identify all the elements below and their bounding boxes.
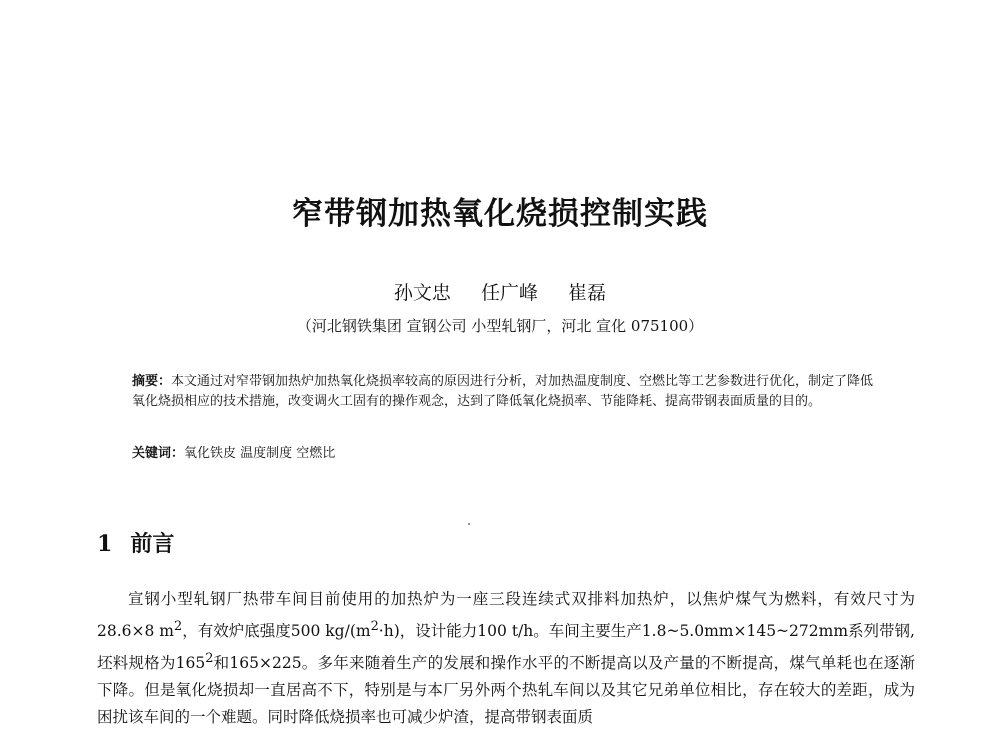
- paper-title: 窄带钢加热氧化烧损控制实践: [292, 196, 708, 232]
- author: 孙文忠: [393, 282, 451, 304]
- superscript: 2: [174, 619, 183, 634]
- scan-speck: [468, 523, 470, 525]
- author: 任广峰: [480, 282, 538, 304]
- abstract-text: 本文通过对窄带钢加热炉加热氧化烧损率较高的原因进行分析，对加热温度制度、空燃比等工艺参数进行优化，制定了降低氧化烧损相应的技术措施，改变调火工固有的操作观念，达到了降低氧化烧损率、节能降耗、提高带钢表面质量的目的。: [132, 374, 874, 409]
- section-number: 1: [97, 531, 113, 557]
- keywords-text: 氧化铁皮 温度制度 空燃比: [184, 446, 336, 461]
- section-heading: [97, 527, 174, 558]
- author-list: [0, 278, 1000, 305]
- keywords: [132, 444, 882, 464]
- abstract-label: 摘要：: [132, 374, 172, 389]
- keywords-label: 关键词：: [132, 446, 185, 461]
- superscript: 2: [205, 651, 214, 667]
- body-paragraph: 宣钢小型轧钢厂热带车间目前使用的加热炉为一座三段连续式双排料加热炉，以焦炉煤气为燃料，有效尺寸为28.6×8 $m^2$，有效炉底强度500 $kg/(m^2\cdot h)$，设计能力100 t/h。车间主要生产1.8~5.0mm×145~272mm系列带钢,坯料规格为$165^2$和165×225。多年来随着生产的发展和操作水平的不断提高以及产量的不断提高，煤气单耗也在逐渐下降。但是氧化烧损却一直居高不下，特别是与本厂另外两个热轧车间以及其它兄弟单位相比，存在较大的差距，成为困扰该车间的一个难题。同时降低烧损率也可减少炉渣，提高带钢表面质: [97, 590, 915, 727]
- section-title: 前言: [130, 532, 175, 557]
- author: 崔磊: [568, 282, 607, 304]
- superscript: 2: [370, 619, 379, 634]
- affiliation: （河北钢铁集团 宣钢公司 小型轧钢厂，河北 宣化 075100）: [296, 317, 704, 335]
- abstract: [132, 372, 882, 412]
